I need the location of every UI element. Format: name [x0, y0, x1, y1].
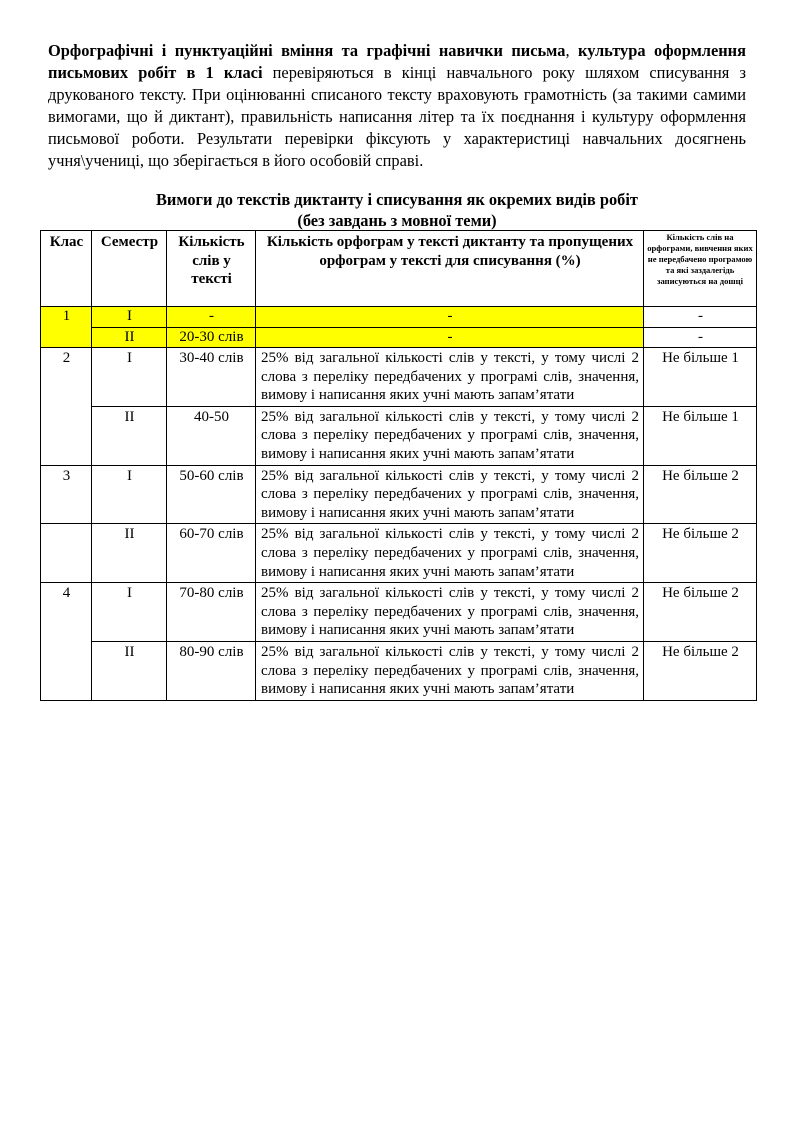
table-row	[41, 348, 757, 407]
cell-words: 80-90 слів	[167, 641, 256, 700]
cell-unlearned: Не більше 2	[644, 641, 757, 700]
cell-class: 2	[41, 348, 92, 407]
cell-semester: I	[92, 348, 167, 407]
cell-words: 30-40 слів	[167, 348, 256, 407]
header-unlearned-words: Кількість слів на орфограми, вивчення яких не передбачено програмою та які заздалегідь записуються на дошці	[644, 231, 757, 307]
cell-class	[41, 641, 92, 700]
intro-bold-lead: Орфографічні і пунктуаційні вміння та графічні навички письма	[48, 41, 566, 60]
cell-unlearned: Не більше 2	[644, 524, 757, 583]
cell-unlearned: Не більше 1	[644, 348, 757, 407]
table-row	[41, 583, 757, 642]
table-row	[41, 641, 757, 700]
table-row	[41, 406, 757, 465]
cell-unlearned: -	[644, 327, 757, 348]
cell-class: 3	[41, 465, 92, 524]
cell-words: 20-30 слів	[167, 327, 256, 348]
cell-words: 50-60 слів	[167, 465, 256, 524]
header-orthograms: Кількість орфограм у тексті диктанту та пропущених орфограм у тексті для списування (%)	[256, 231, 644, 307]
cell-orthograms: 25% від загальної кількості слів у тексті, у тому числі 2 слова з переліку передбачених у програмі слів, значення, вимову і написання яких учні мають запам’ятати	[256, 348, 644, 407]
table-row	[41, 327, 757, 348]
table-row	[41, 307, 757, 328]
table-title	[40, 189, 754, 231]
cell-class: 1	[41, 307, 92, 328]
header-word-count: Кількість слів у тексті	[167, 231, 256, 307]
cell-class	[41, 327, 92, 348]
cell-semester: II	[92, 641, 167, 700]
cell-unlearned: Не більше 2	[644, 465, 757, 524]
cell-semester: I	[92, 465, 167, 524]
requirements-table	[40, 230, 757, 701]
intro-comma: ,	[565, 41, 578, 60]
cell-words: 60-70 слів	[167, 524, 256, 583]
cell-orthograms: 25% від загальної кількості слів у тексті, у тому числі 2 слова з переліку передбачених у програмі слів, значення, вимову і написання яких учні мають запам’ятати	[256, 583, 644, 642]
cell-unlearned: -	[644, 307, 757, 328]
cell-semester: I	[92, 307, 167, 328]
table-row	[41, 465, 757, 524]
cell-words: -	[167, 307, 256, 328]
cell-class	[41, 406, 92, 465]
cell-semester: II	[92, 406, 167, 465]
intro-paragraph	[48, 40, 746, 172]
cell-words: 70-80 слів	[167, 583, 256, 642]
intro-bold-lead-2: культура оформлення письмових робіт в 1 класі	[48, 41, 746, 82]
cell-orthograms: 25% від загальної кількості слів у тексті, у тому числі 2 слова з переліку передбачених у програмі слів, значення, вимову і написання яких учні мають запам’ятати	[256, 641, 644, 700]
header-class: Клас	[41, 231, 92, 307]
header-semester: Семестр	[92, 231, 167, 307]
cell-unlearned: Не більше 1	[644, 406, 757, 465]
cell-words: 40-50	[167, 406, 256, 465]
cell-orthograms: -	[256, 307, 644, 328]
cell-orthograms: -	[256, 327, 644, 348]
table-title-line-2: (без завдань з мовної теми)	[297, 211, 497, 230]
cell-orthograms: 25% від загальної кількості слів у тексті, у тому числі 2 слова з переліку передбачених у програмі слів, значення, вимову і написання яких учні мають запам’ятати	[256, 406, 644, 465]
cell-class: 4	[41, 583, 92, 642]
cell-semester: I	[92, 583, 167, 642]
table-title-line-1: Вимоги до текстів диктанту і списування як окремих видів робіт	[156, 190, 638, 209]
cell-unlearned: Не більше 2	[644, 583, 757, 642]
cell-semester: II	[92, 327, 167, 348]
intro-body: перевіряються в кінці навчального року шляхом списування з друкованого тексту. При оцінюванні списаного тексту враховують грамотність (за такими самими вимогами, що й диктант), правильність написання літер та їх поєднання і культуру оформлення письмової роботи. Результати перевірки фіксують у характеристиці навчальних досягнень учня\учениці, що зберігається в його особовій справі.	[48, 63, 746, 170]
table-header-row	[41, 231, 757, 307]
table-row	[41, 524, 757, 583]
cell-orthograms: 25% від загальної кількості слів у тексті, у тому числі 2 слова з переліку передбачених у програмі слів, значення, вимову і написання яких учні мають запам’ятати	[256, 465, 644, 524]
cell-class	[41, 524, 92, 583]
cell-semester: II	[92, 524, 167, 583]
cell-orthograms: 25% від загальної кількості слів у тексті, у тому числі 2 слова з переліку передбачених у програмі слів, значення, вимову і написання яких учні мають запам’ятати	[256, 524, 644, 583]
